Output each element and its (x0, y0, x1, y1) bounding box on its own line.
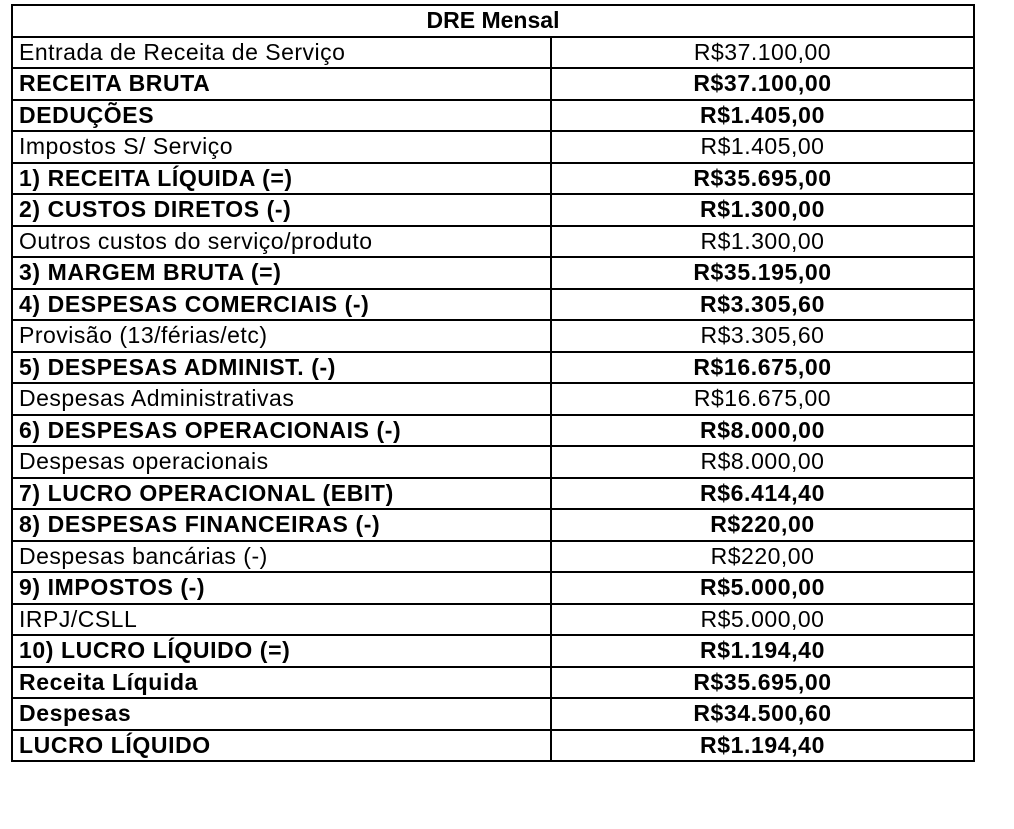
row-label: Receita Líquida (12, 667, 551, 699)
table-row (12, 667, 974, 699)
row-label: 5) DESPESAS ADMINIST. (-) (12, 352, 551, 384)
row-value: R$3.305,60 (551, 289, 974, 321)
table-row (12, 415, 974, 447)
row-value: R$5.000,00 (551, 604, 974, 636)
row-value: R$1.300,00 (551, 226, 974, 258)
row-value: R$6.414,40 (551, 478, 974, 510)
table-row (12, 352, 974, 384)
table-row (12, 226, 974, 258)
dre-sheet (11, 4, 973, 762)
row-value: R$1.300,00 (551, 194, 974, 226)
table-row (12, 604, 974, 636)
table-row (12, 37, 974, 69)
table-row (12, 100, 974, 132)
table-row (12, 68, 974, 100)
row-label: 3) MARGEM BRUTA (=) (12, 257, 551, 289)
row-value: R$8.000,00 (551, 446, 974, 478)
row-label: 1) RECEITA LÍQUIDA (=) (12, 163, 551, 195)
row-label: DEDUÇÕES (12, 100, 551, 132)
row-label: Despesas (12, 698, 551, 730)
row-value: R$8.000,00 (551, 415, 974, 447)
row-value: R$35.695,00 (551, 667, 974, 699)
row-label: Outros custos do serviço/produto (12, 226, 551, 258)
row-value: R$1.405,00 (551, 131, 974, 163)
row-value: R$37.100,00 (551, 37, 974, 69)
row-label: 2) CUSTOS DIRETOS (-) (12, 194, 551, 226)
table-title: DRE Mensal (12, 5, 974, 37)
row-label: Despesas operacionais (12, 446, 551, 478)
table-row (12, 541, 974, 573)
row-label: RECEITA BRUTA (12, 68, 551, 100)
table-body (12, 37, 974, 762)
row-label: Impostos S/ Serviço (12, 131, 551, 163)
row-value: R$220,00 (551, 509, 974, 541)
table-row (12, 194, 974, 226)
table-row (12, 635, 974, 667)
table-row (12, 698, 974, 730)
row-value: R$1.194,40 (551, 635, 974, 667)
row-label: LUCRO LÍQUIDO (12, 730, 551, 762)
row-value: R$1.194,40 (551, 730, 974, 762)
row-value: R$3.305,60 (551, 320, 974, 352)
row-value: R$37.100,00 (551, 68, 974, 100)
row-value: R$16.675,00 (551, 352, 974, 384)
row-value: R$5.000,00 (551, 572, 974, 604)
table-row (12, 572, 974, 604)
table-row (12, 446, 974, 478)
row-value: R$220,00 (551, 541, 974, 573)
row-label: 4) DESPESAS COMERCIAIS (-) (12, 289, 551, 321)
table-row (12, 257, 974, 289)
table-row (12, 163, 974, 195)
row-value: R$16.675,00 (551, 383, 974, 415)
row-label: Provisão (13/férias/etc) (12, 320, 551, 352)
row-label: Entrada de Receita de Serviço (12, 37, 551, 69)
table-row (12, 383, 974, 415)
row-label: 9) IMPOSTOS (-) (12, 572, 551, 604)
row-value: R$1.405,00 (551, 100, 974, 132)
table-row (12, 509, 974, 541)
table-row (12, 730, 974, 762)
table-header-row (12, 5, 974, 37)
row-value: R$35.195,00 (551, 257, 974, 289)
table-row (12, 131, 974, 163)
row-label: IRPJ/CSLL (12, 604, 551, 636)
row-label: 10) LUCRO LÍQUIDO (=) (12, 635, 551, 667)
dre-table (11, 4, 975, 762)
table-row (12, 320, 974, 352)
row-label: 8) DESPESAS FINANCEIRAS (-) (12, 509, 551, 541)
table-row (12, 478, 974, 510)
row-value: R$34.500,60 (551, 698, 974, 730)
row-label: Despesas bancárias (-) (12, 541, 551, 573)
row-label: Despesas Administrativas (12, 383, 551, 415)
table-row (12, 289, 974, 321)
row-label: 7) LUCRO OPERACIONAL (EBIT) (12, 478, 551, 510)
row-label: 6) DESPESAS OPERACIONAIS (-) (12, 415, 551, 447)
row-value: R$35.695,00 (551, 163, 974, 195)
